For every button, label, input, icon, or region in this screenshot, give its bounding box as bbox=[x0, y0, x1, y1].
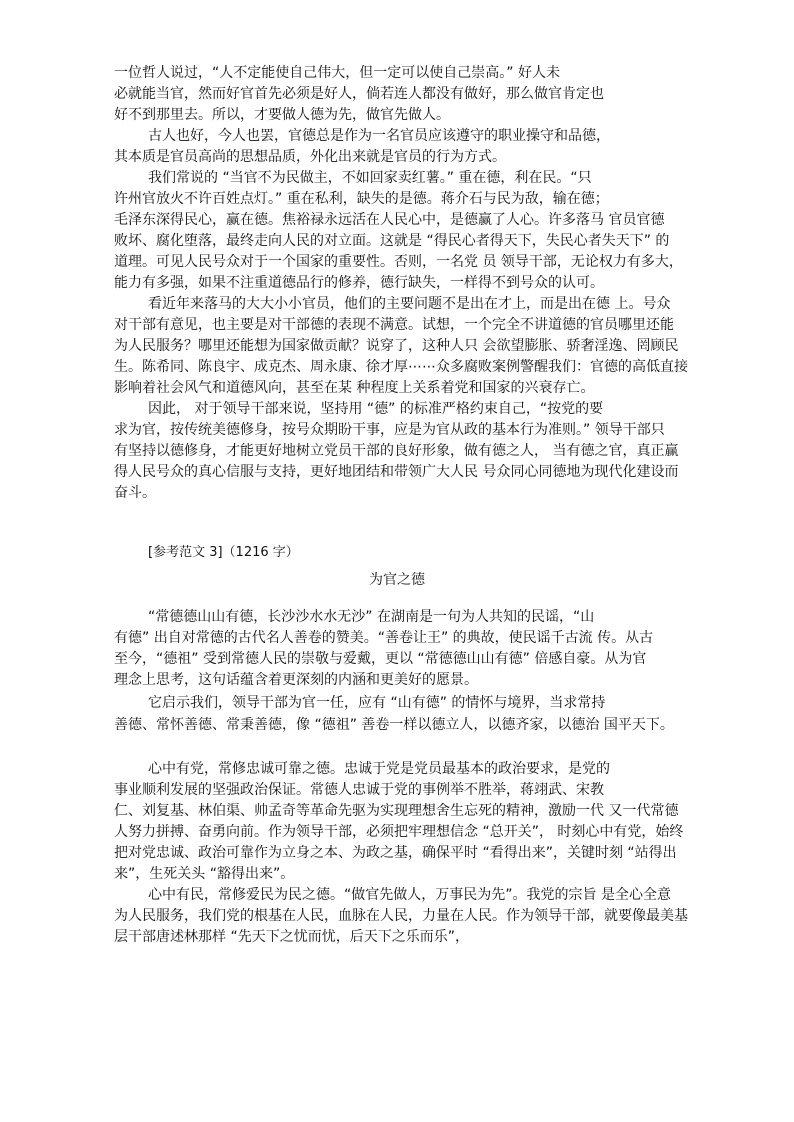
essay2-line: 来”，生死关头 “豁得出来”。 bbox=[114, 866, 295, 882]
essay1-line: 求为官，按传统美德修身，按号众期盼干事，应是为官从政的基本行为准则。” 领导干部只 bbox=[114, 422, 665, 438]
essay1-line: 毛泽东深得民心，赢在德。焦裕禄永远活在人民心中，是德赢了人心。许多落马 官员官德 bbox=[114, 212, 665, 228]
essay2-line: “常德德山山有德，长沙沙水水无沙” 在湖南是一句为人共知的民谣，“山 bbox=[148, 609, 595, 625]
essay2-title: 为官之德 bbox=[369, 572, 425, 588]
essay2-line: 善德、常怀善德、常秉善德，像 “德祖” 善卷一样以德立人，以德齐家，以德治 国平天下。 bbox=[114, 717, 674, 733]
essay1-line: 我们常说的 “当官不为民做主，不如回家卖红薯。” 重在德，利在民。“只 bbox=[148, 170, 592, 186]
essay2-line: 事业顺利发展的坚强政治保证。常德人忠诚于党的事例举不胜举，蒋翊武、宋教 bbox=[114, 782, 604, 798]
essay2-line: 心中有民，常修爱民为民之德。“做官先做人，万事民为先”。我党的宗旨 是全心全意 bbox=[148, 887, 671, 903]
essay2-line: 有德” 出自对常德的古代名人善卷的赞美。“善卷让王” 的典故，使民谣千古流 传。从古 bbox=[114, 630, 654, 646]
essay2-line: 把对党忠诚、政治可靠作为立身之本、为政之基，确保平时 “看得出来”，关键时刻 “站得出 bbox=[114, 845, 677, 861]
essay1-line: 一位哲人说过，“人不定能使自己伟大，但一定可以使自己崇高。” 好人未 bbox=[114, 65, 560, 81]
essay1-line: 能力有多强，如果不注重道德品行的修养，德行缺失，一样得不到号众的认可。 bbox=[114, 275, 604, 291]
essay1-line: 道理。可见人民号众对于一个国家的重要性。否则，一名党 员 领导干部，无论权力有多大， bbox=[114, 254, 683, 270]
essay1-line: 因此， 对于领导干部来说，坚持用 “德” 的标准严格约束自己，“按党的要 bbox=[148, 401, 604, 417]
essay1-line: 奋斗。 bbox=[114, 485, 156, 501]
essay1-line: 看近年来落马的大大小小官员，他们的主要问题不是出在才上，而是出在德 上。号众 bbox=[148, 296, 671, 312]
essay2-line: 心中有党，常修忠诚可靠之德。忠诚于党是党员最基本的政治要求，是党的 bbox=[148, 761, 610, 777]
essay1-line: 生。陈希同、陈良宇、成克杰、周永康、徐才厚⋯⋯众多腐败案例警醒我们：官德的高低直接 bbox=[114, 359, 688, 375]
essay1-line: 许州官放火不许百姓点灯。” 重在私利，缺失的是德。蒋介石与民为敌，输在德； bbox=[114, 191, 609, 207]
essay1-line: 其本质是官员高尚的思想品质，外化出来就是官员的行为方式。 bbox=[114, 149, 506, 165]
essay1-line: 必就能当官，然而好官首先必须是好人，倘若连人都没有做好，那么做官肯定也 bbox=[114, 86, 604, 102]
essay2-line: 理念上思考，这句话蕴含着更深刻的内涵和更美好的愿景。 bbox=[114, 672, 478, 688]
essay2-line: 至今，“德祖” 受到常德人民的崇敬与爱戴，更以 “常德德山山有德” 倍感自豪。从为官 bbox=[114, 651, 647, 667]
essay2-line: 它启示我们，领导干部为官一任，应有 “山有德” 的情怀与境界，当求常持 bbox=[148, 695, 606, 711]
essay1-line: 好不到那里去。所以，才要做人德为先，做官先做人。 bbox=[114, 107, 450, 123]
essay1-line: 影响着社会风气和道德风向，甚至在某 种程度上关系着党和国家的兴衰存亡。 bbox=[114, 380, 595, 396]
essay1-line: 败坏、腐化堕落，最终走向人民的对立面。这就是 “得民心者得天下，失民心者失天下” 的 bbox=[114, 233, 670, 249]
reference-label: [参考范文 3]（1216 字） bbox=[148, 545, 299, 560]
essay2-line: 仁、刘复基、林伯渠、帅孟奇等革命先驱为实现理想舍生忘死的精神，激励一代 又一代常德 bbox=[114, 803, 679, 819]
essay2-line: 层干部唐述林那样 “先天下之忧而忧，后天下之乐而乐”， bbox=[114, 929, 469, 945]
essay2-line: 为人民服务，我们党的根基在人民，血脉在人民，力量在人民。作为领导干部，就要像最美基 bbox=[114, 908, 688, 924]
essay1-line: 有坚持以德修身，才能更好地树立党员干部的良好形象，做有德之人， 当有德之官，真正赢 bbox=[114, 443, 679, 459]
essay2-line: 人努力拼搏、奋勇向前。作为领导干部，必须把牢理想信念 “总开关”， 时刻心中有党，始终 bbox=[114, 824, 684, 840]
essay1-line: 为人民服务？哪里还能想为国家做贡献？说穿了，这种人只 会欲望膨胀、骄奢淫逸、罔顾民 bbox=[114, 338, 679, 354]
essay1-line: 得人民号众的真心信服与支持，更好地团结和带领广大人民 号众同心同德地为现代化建设而 bbox=[114, 464, 679, 480]
essay1-line: 对干部有意见，也主要是对干部德的表现不满意。试想，一个完全不讲道德的官员哪里还能 bbox=[114, 317, 674, 333]
essay1-line: 古人也好，今人也罢，官德总是作为一名官员应该遵守的职业操守和品德， bbox=[148, 128, 610, 144]
